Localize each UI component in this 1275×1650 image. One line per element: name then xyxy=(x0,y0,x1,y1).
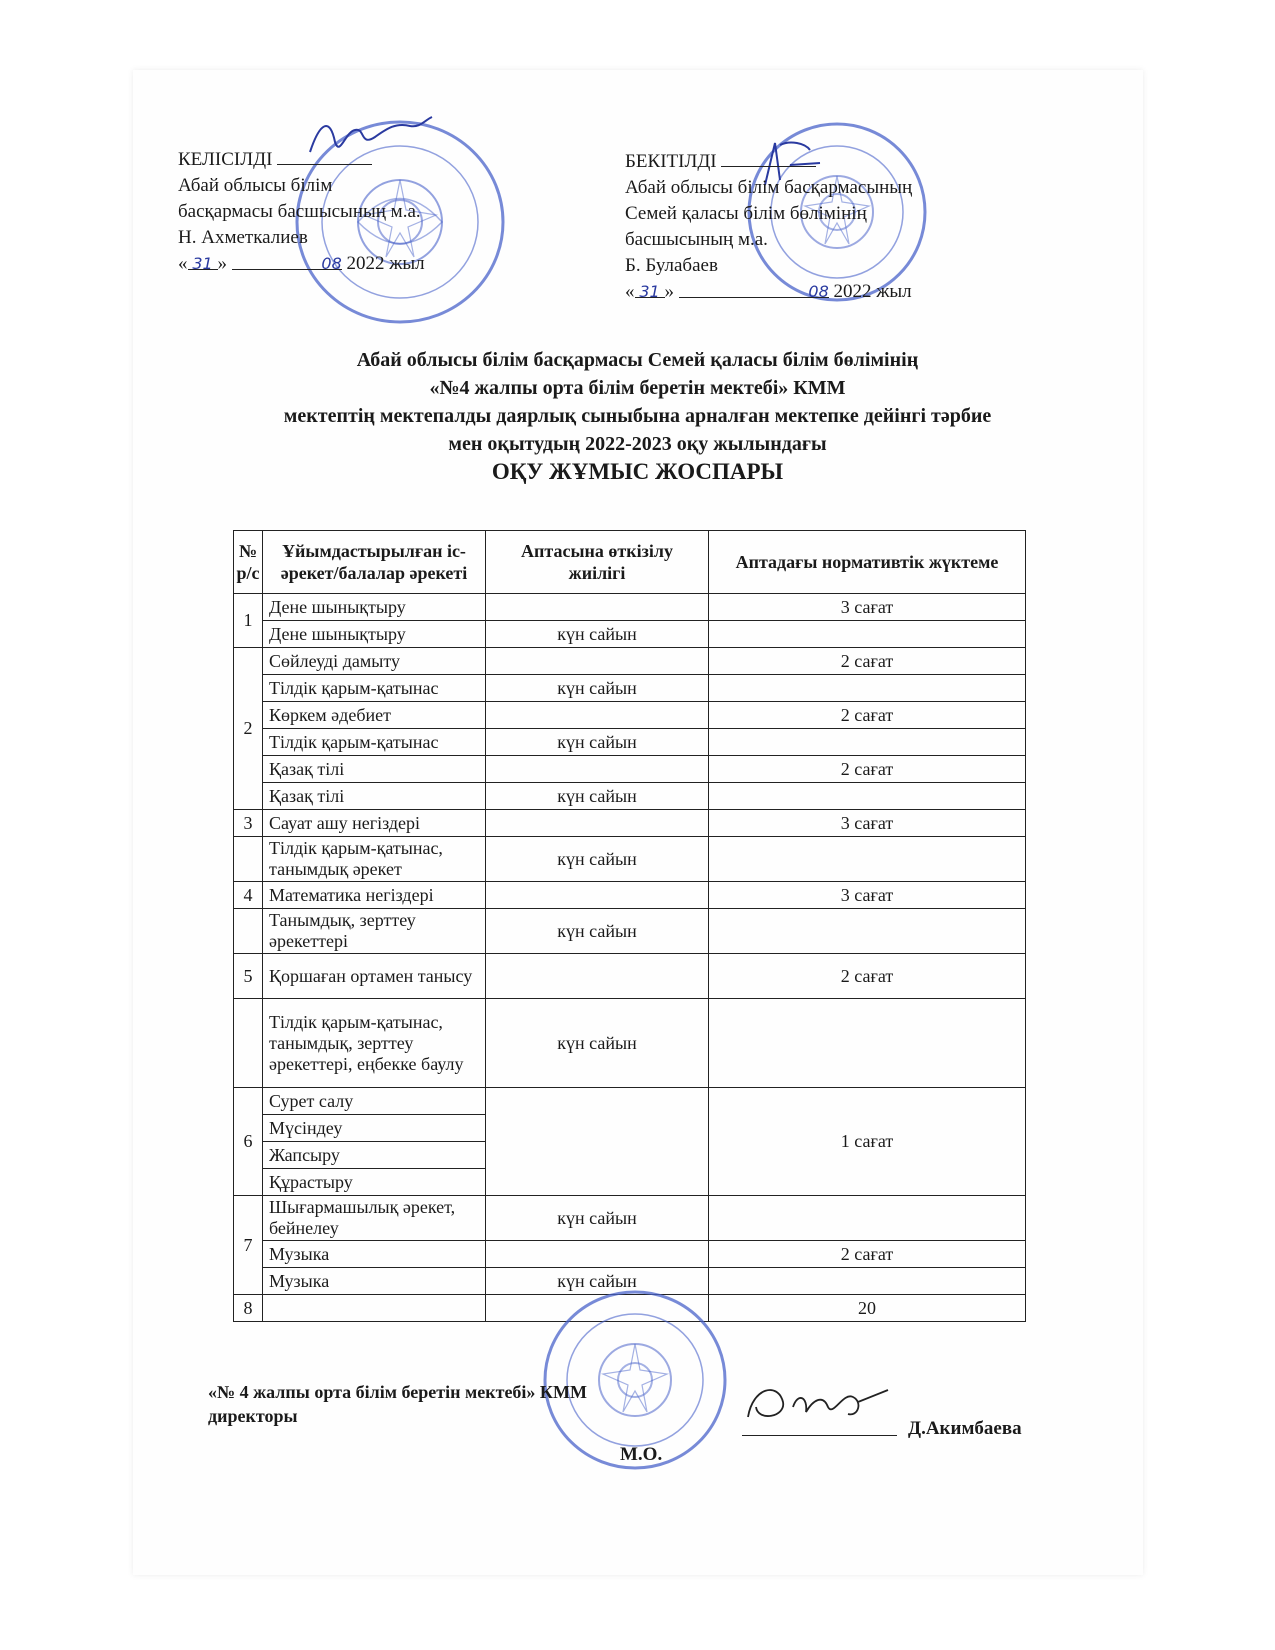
right-signature-line xyxy=(721,148,816,167)
row-load: 3 сағат xyxy=(709,882,1026,909)
row-activity: Тілдік қарым-қатынас xyxy=(263,729,486,756)
row-load: 3 сағат xyxy=(709,810,1026,837)
row-num: 7 xyxy=(234,1196,263,1295)
right-approval-year: 2022 жыл xyxy=(833,281,912,302)
row-load: 1 сағат xyxy=(709,1088,1026,1196)
right-approval-line1: Абай облысы білім басқармасының xyxy=(625,177,913,198)
row-load: 2 сағат xyxy=(709,954,1026,999)
left-approval-day: 31 xyxy=(188,251,218,270)
row-num: 8 xyxy=(234,1295,263,1322)
row-activity: Сурет салу xyxy=(263,1088,486,1115)
row-num xyxy=(234,837,263,882)
row-activity: Тілдік қарым-қатынас xyxy=(263,675,486,702)
row-load xyxy=(709,1196,1026,1241)
row-load xyxy=(709,729,1026,756)
table-header-row xyxy=(234,531,1026,594)
row-activity: Дене шынықтыру xyxy=(263,621,486,648)
title-line4: мен оқытудың 2022-2023 оқу жылындағы xyxy=(448,433,827,455)
header-activity: Ұйымдастырылған іс-әрекет/балалар әрекеті xyxy=(263,531,486,594)
row-num xyxy=(234,999,263,1088)
row-frequency: күн сайын xyxy=(486,621,709,648)
table-row xyxy=(234,1088,1026,1115)
row-frequency xyxy=(486,810,709,837)
header-num: № р/с xyxy=(234,531,263,594)
row-activity: Қоршаған ортамен танысу xyxy=(263,954,486,999)
row-load xyxy=(709,909,1026,954)
director-name: Д.Акимбаева xyxy=(908,1418,1022,1439)
row-frequency xyxy=(486,648,709,675)
row-frequency xyxy=(486,1241,709,1268)
row-activity: Қазақ тілі xyxy=(263,756,486,783)
row-load: 20 xyxy=(709,1295,1026,1322)
row-activity: Тілдік қарым-қатынас, танымдық әрекет xyxy=(263,837,486,882)
row-activity: Құрастыру xyxy=(263,1169,486,1196)
right-approval-line2: Семей қаласы білім бөлімінің xyxy=(625,203,867,224)
row-activity: Көркем әдебиет xyxy=(263,702,486,729)
row-load xyxy=(709,1268,1026,1295)
row-activity: Қазақ тілі xyxy=(263,783,486,810)
row-frequency xyxy=(486,702,709,729)
table-row xyxy=(234,999,1026,1088)
table-row xyxy=(234,621,1026,648)
table-row xyxy=(234,882,1026,909)
header-load: Аптадағы нормативтік жүктеме xyxy=(709,531,1026,594)
right-approval-heading: БЕКІТІЛДІ xyxy=(625,151,717,172)
footer-signature-block xyxy=(208,1380,587,1428)
table-row xyxy=(234,756,1026,783)
title-line5: ОҚУ ЖҰМЫС ЖОСПАРЫ xyxy=(491,459,784,484)
row-activity: Музыка xyxy=(263,1241,486,1268)
row-frequency xyxy=(486,756,709,783)
director-signature-line xyxy=(742,1435,897,1436)
row-num xyxy=(234,909,263,954)
left-approval-name: Н. Ахметкалиев xyxy=(178,227,308,248)
table-row xyxy=(234,810,1026,837)
left-approval-line1: Абай облысы білім xyxy=(178,175,333,196)
table-row xyxy=(234,783,1026,810)
table-row xyxy=(234,837,1026,882)
row-activity: Шығармашылық әрекет, бейнелеу xyxy=(263,1196,486,1241)
row-load xyxy=(709,675,1026,702)
row-frequency: күн сайын xyxy=(486,909,709,954)
row-frequency: күн сайын xyxy=(486,1268,709,1295)
row-load xyxy=(709,999,1026,1088)
row-frequency: күн сайын xyxy=(486,783,709,810)
row-activity: Мүсіндеу xyxy=(263,1115,486,1142)
row-num: 5 xyxy=(234,954,263,999)
table-row xyxy=(234,729,1026,756)
row-load: 2 сағат xyxy=(709,756,1026,783)
left-approval-block xyxy=(178,146,425,277)
row-frequency xyxy=(486,954,709,999)
right-approval-day: 31 xyxy=(635,279,665,298)
header-frequency: Аптасына өткізілу жиілігі xyxy=(486,531,709,594)
table-row xyxy=(234,909,1026,954)
right-approval-date: « 31 » 08 2022 жыл xyxy=(625,281,912,302)
row-activity: Математика негіздері xyxy=(263,882,486,909)
row-frequency: күн сайын xyxy=(486,837,709,882)
row-num: 4 xyxy=(234,882,263,909)
row-activity: Жапсыру xyxy=(263,1142,486,1169)
row-frequency: күн сайын xyxy=(486,675,709,702)
row-load: 3 сағат xyxy=(709,594,1026,621)
row-load xyxy=(709,783,1026,810)
row-num: 1 xyxy=(234,594,263,648)
title-line3: мектептің мектепалды даярлық сыныбына арналған мектепке дейінгі тәрбие xyxy=(283,405,992,427)
table-row xyxy=(234,954,1026,999)
row-activity: Сөйлеуді дамыту xyxy=(263,648,486,675)
footer-seal-place: М.О. xyxy=(620,1444,663,1465)
left-approval-date: « 31 » 08 2022 жыл xyxy=(178,253,425,274)
row-num: 2 xyxy=(234,648,263,810)
table-row xyxy=(234,648,1026,675)
row-activity: Дене шынықтыру xyxy=(263,594,486,621)
left-approval-month: 08 xyxy=(232,251,342,270)
row-frequency: күн сайын xyxy=(486,1196,709,1241)
document-title xyxy=(0,346,1275,486)
right-approval-block xyxy=(625,148,912,305)
table-row xyxy=(234,594,1026,621)
row-load xyxy=(709,621,1026,648)
table-row xyxy=(234,1241,1026,1268)
title-line2: «№4 жалпы орта білім беретін мектебі» КММ xyxy=(429,377,846,399)
row-num: 3 xyxy=(234,810,263,837)
row-activity: Сауат ашу негіздері xyxy=(263,810,486,837)
right-approval-name: Б. Булабаев xyxy=(625,255,718,276)
row-load: 2 сағат xyxy=(709,648,1026,675)
director-signature xyxy=(738,1372,898,1432)
row-num: 6 xyxy=(234,1088,263,1196)
left-approval-year: 2022 жыл xyxy=(346,253,425,274)
row-frequency xyxy=(486,1088,709,1196)
table-row xyxy=(234,702,1026,729)
row-frequency xyxy=(486,594,709,621)
left-signature-line xyxy=(277,146,372,165)
right-approval-month: 08 xyxy=(679,279,829,298)
row-frequency xyxy=(486,882,709,909)
row-activity: Танымдық, зерттеу әрекеттері xyxy=(263,909,486,954)
title-line1: Абай облысы білім басқармасы Семей қаласы білім бөлімінің xyxy=(356,349,919,371)
row-activity: Музыка xyxy=(263,1268,486,1295)
footer-role: директоры xyxy=(208,1406,298,1426)
row-activity xyxy=(263,1295,486,1322)
left-approval-line2: басқармасы басшысының м.а. xyxy=(178,201,421,222)
row-load: 2 сағат xyxy=(709,1241,1026,1268)
table-row xyxy=(234,675,1026,702)
row-activity: Тілдік қарым-қатынас, танымдық, зерттеу әрекеттері, еңбекке баулу xyxy=(263,999,486,1088)
row-frequency: күн сайын xyxy=(486,729,709,756)
row-frequency: күн сайын xyxy=(486,999,709,1088)
row-load: 2 сағат xyxy=(709,702,1026,729)
table-row xyxy=(234,1196,1026,1241)
curriculum-table xyxy=(233,530,1026,1322)
footer-school: «№ 4 жалпы орта білім беретін мектебі» КММ xyxy=(208,1382,587,1402)
right-approval-line3: басшысының м.а. xyxy=(625,229,768,250)
row-load xyxy=(709,837,1026,882)
left-approval-heading: КЕЛІСІЛДІ xyxy=(178,149,273,170)
